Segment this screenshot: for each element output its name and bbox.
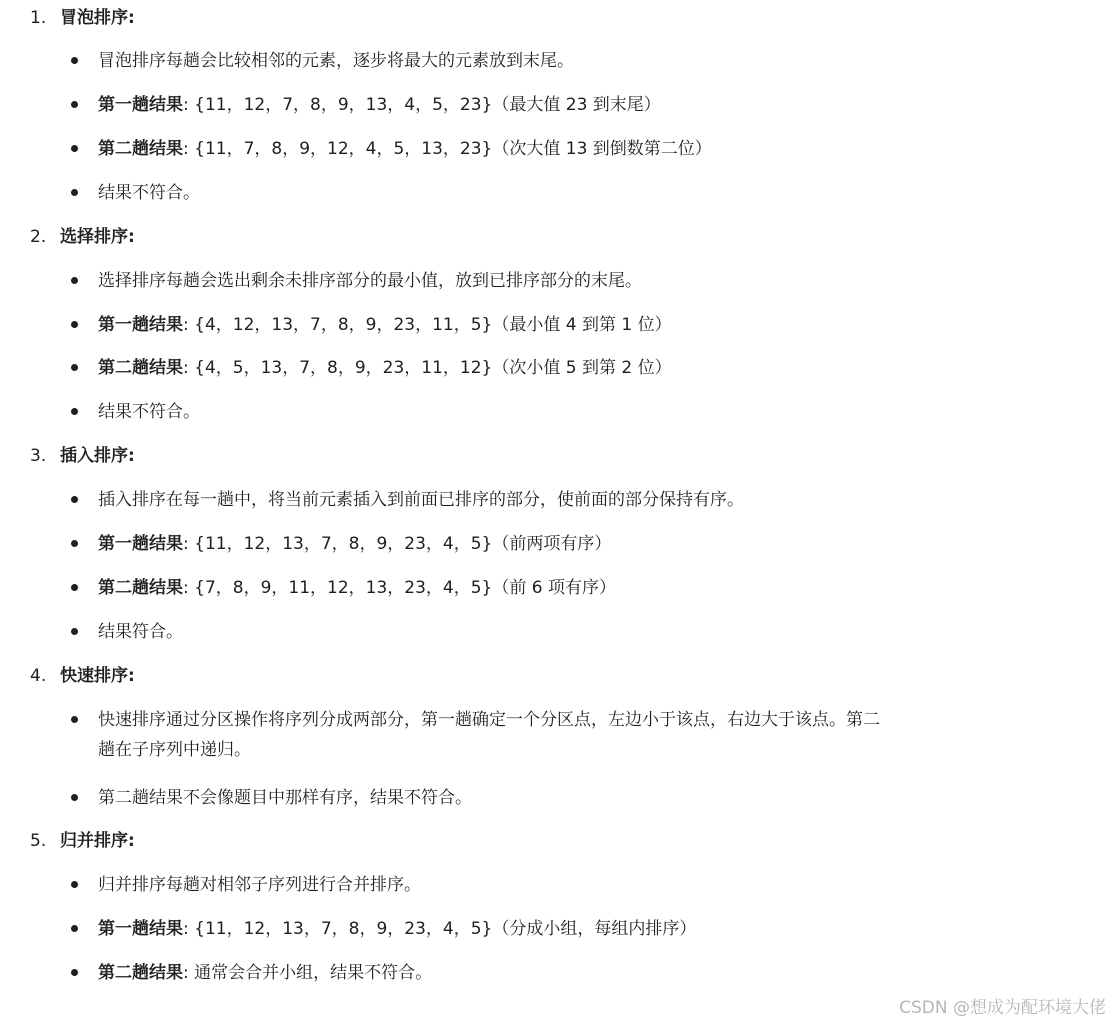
item-text: 归并排序每趟对相邻子序列进行合并排序。 <box>98 875 421 895</box>
item-text: 第二趟结果不会像题目中那样有序，结果不符合。 <box>98 788 472 808</box>
bullet-icon <box>71 57 78 64</box>
bullet-icon <box>71 794 78 801</box>
list-item <box>98 870 888 900</box>
bullet-icon <box>71 277 78 284</box>
bullet-icon <box>71 145 78 152</box>
section-title: 选择排序: <box>60 227 135 247</box>
list-item <box>98 914 888 944</box>
bullet-icon <box>71 584 78 591</box>
item-label: 第二趟结果 <box>98 139 183 159</box>
list-item <box>98 617 888 647</box>
section-title: 归并排序: <box>60 831 135 851</box>
section-number: 3. <box>30 446 47 466</box>
item-text: 选择排序每趟会选出剩余未排序部分的最小值，放到已排序部分的末尾。 <box>98 271 642 291</box>
item-label: 第一趟结果 <box>98 315 183 335</box>
item-text: 结果不符合。 <box>98 183 200 203</box>
item-text: : {11，12，13，7，8，9，23，4，5}（前两项有序） <box>183 534 612 554</box>
item-text: 快速排序通过分区操作将序列分成两部分，第一趟确定一个分区点，左边小于该点，右边大于该点。第二趟在子序列中递归。 <box>98 710 880 760</box>
item-label: 第一趟结果 <box>98 534 183 554</box>
item-label: 第二趟结果 <box>98 963 183 983</box>
section-heading-bubble-sort <box>30 3 135 33</box>
bullet-icon <box>71 969 78 976</box>
bullet-icon <box>71 881 78 888</box>
item-text: : {11，7，8，9，12，4，5，13，23}（次大值 13 到倒数第二位） <box>183 139 712 159</box>
section-heading-quick-sort <box>30 661 135 691</box>
section-heading-insertion-sort <box>30 441 135 471</box>
list-item <box>98 397 888 427</box>
item-label: 第二趟结果 <box>98 578 183 598</box>
bullet-icon <box>71 364 78 371</box>
list-item <box>98 353 888 383</box>
item-text: : {4，5，13，7，8，9，23，11，12}（次小值 5 到第 2 位） <box>183 358 672 378</box>
item-text: : {4，12，13，7，8，9，23，11，5}（最小值 4 到第 1 位） <box>183 315 672 335</box>
section-heading-merge-sort <box>30 826 135 856</box>
item-text: : {7，8，9，11，12，13，23，4，5}（前 6 项有序） <box>183 578 616 598</box>
item-text: : 通常会合并小组，结果不符合。 <box>183 963 433 983</box>
item-text: 结果符合。 <box>98 622 183 642</box>
bullet-icon <box>71 408 78 415</box>
section-title: 插入排序: <box>60 446 135 466</box>
section-number: 4. <box>30 666 47 686</box>
item-text: : {11，12，13，7，8，9，23，4，5}（分成小组，每组内排序） <box>183 919 697 939</box>
list-item <box>98 90 888 120</box>
list-item <box>98 958 888 988</box>
csdn-watermark: CSDN @想成为配环境大佬 <box>899 998 1106 1018</box>
list-item <box>98 705 888 765</box>
item-label: 第二趟结果 <box>98 358 183 378</box>
section-title: 冒泡排序: <box>60 8 135 28</box>
bullet-icon <box>71 321 78 328</box>
list-item <box>98 485 888 515</box>
bullet-icon <box>71 189 78 196</box>
section-number: 2. <box>30 227 47 247</box>
list-item <box>98 783 888 813</box>
bullet-icon <box>71 716 78 723</box>
list-item <box>98 310 888 340</box>
section-title: 快速排序: <box>60 666 135 686</box>
section-heading-selection-sort <box>30 222 135 252</box>
item-label: 第一趟结果 <box>98 919 183 939</box>
section-number: 1. <box>30 8 47 28</box>
list-item <box>98 134 888 164</box>
list-item <box>98 266 888 296</box>
list-item <box>98 573 888 603</box>
bullet-icon <box>71 540 78 547</box>
item-text: : {11，12，7，8，9，13，4，5，23}（最大值 23 到末尾） <box>183 95 661 115</box>
bullet-icon <box>71 628 78 635</box>
item-text: 冒泡排序每趟会比较相邻的元素，逐步将最大的元素放到末尾。 <box>98 51 574 71</box>
section-number: 5. <box>30 831 47 851</box>
bullet-icon <box>71 101 78 108</box>
bullet-icon <box>71 925 78 932</box>
bullet-icon <box>71 496 78 503</box>
list-item <box>98 178 888 208</box>
item-text: 插入排序在每一趟中，将当前元素插入到前面已排序的部分，使前面的部分保持有序。 <box>98 490 744 510</box>
item-label: 第一趟结果 <box>98 95 183 115</box>
list-item <box>98 46 888 76</box>
list-item <box>98 529 888 559</box>
item-text: 结果不符合。 <box>98 402 200 422</box>
